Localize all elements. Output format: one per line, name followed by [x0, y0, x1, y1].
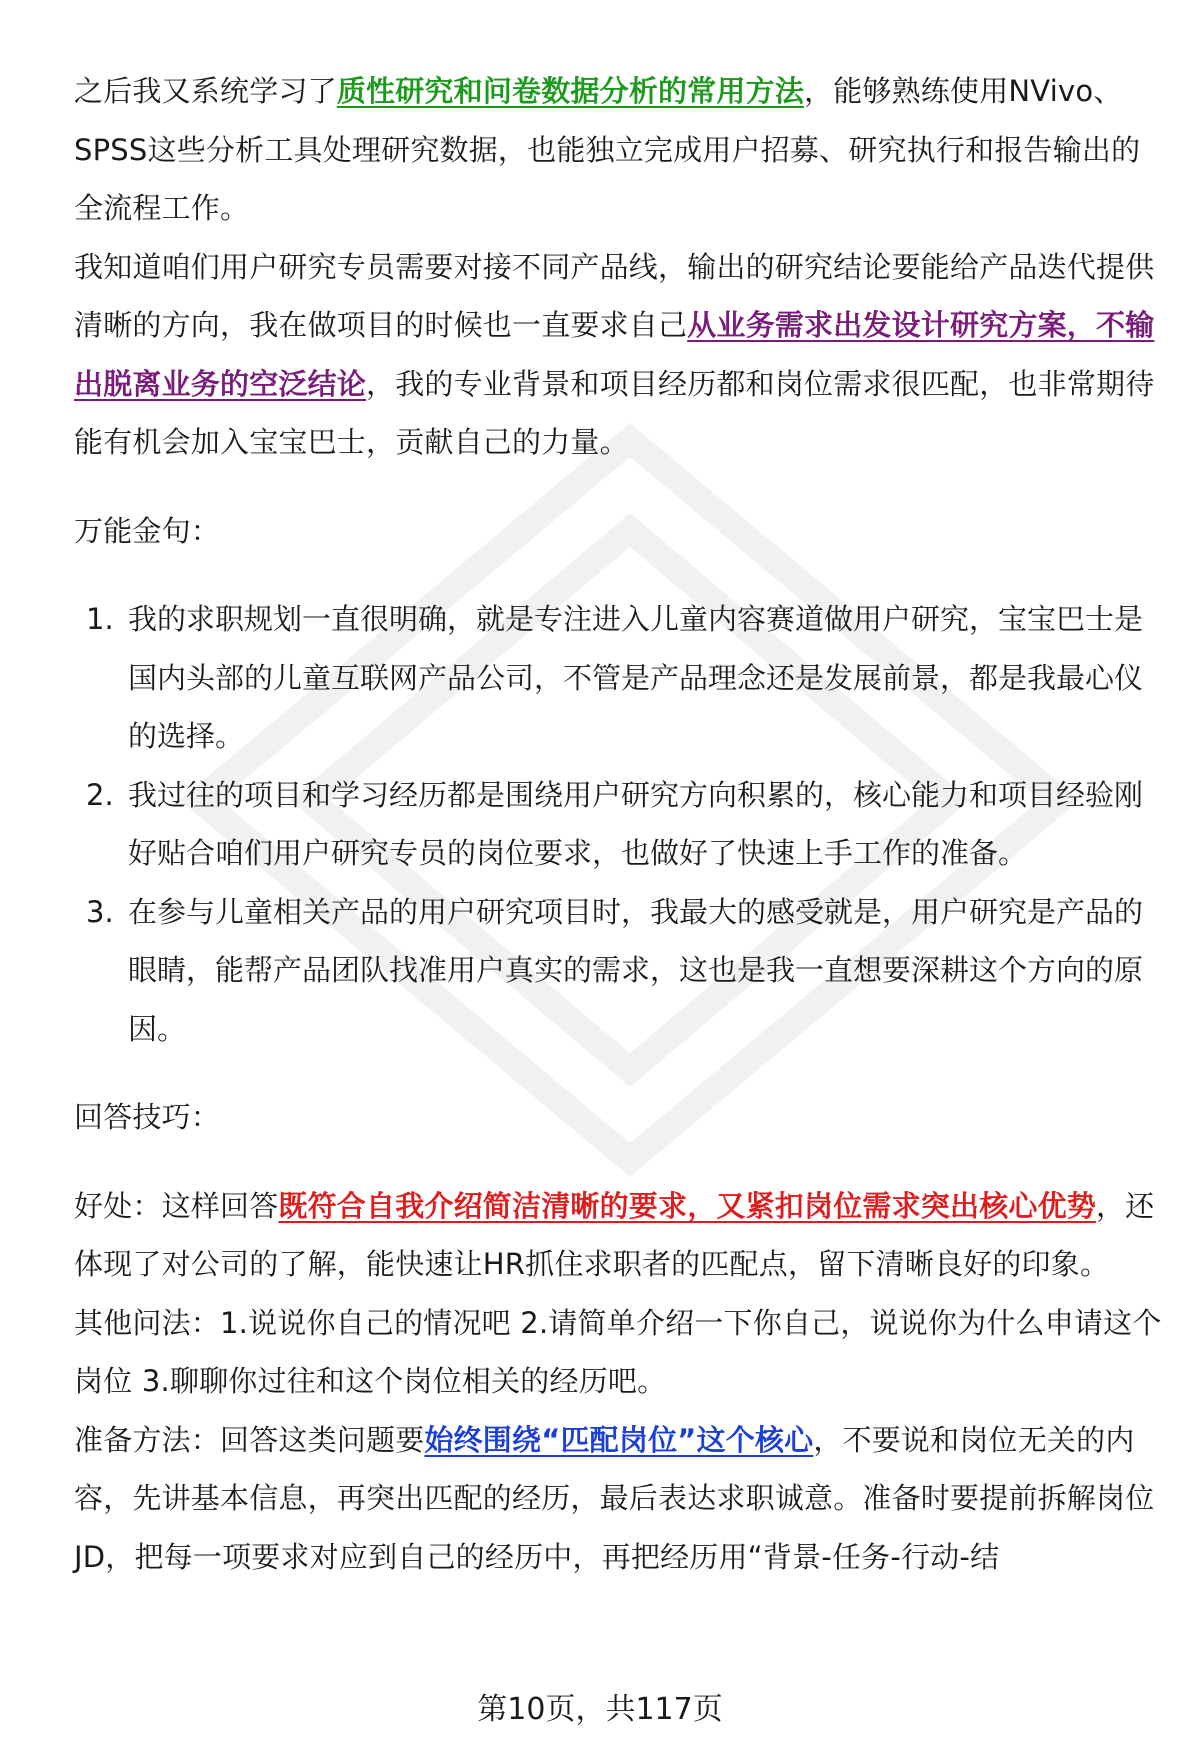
- spacer: [74, 472, 1164, 502]
- list-item: [74, 766, 1164, 883]
- paragraph-benefit: [74, 1177, 1164, 1294]
- text: ，能够熟练使用NVivo、SPSS这些分析工具处理研究数据，也能独立完成用户招募、研究执行和报告输出的全流程工作。: [74, 74, 1141, 225]
- text: 准备方法：回答这类问题要: [74, 1422, 425, 1457]
- list-number: 2.: [86, 777, 114, 812]
- text: 之后我又系统学习了: [74, 74, 337, 108]
- highlight-red: 既符合自我介绍简洁清晰的要求，又紧扣岗位需求突出核心优势: [278, 1188, 1097, 1223]
- text: 我知道咱们用户研究专员需要对接不同产品线，输出的研究结论要能给产品迭代提供清晰的方向，我在做项目的时候也一直要求自己: [74, 249, 1155, 342]
- list-number: 1.: [86, 602, 114, 636]
- list-number: 3.: [86, 894, 114, 929]
- spacer: [74, 1058, 1164, 1088]
- list-item: [74, 883, 1164, 1059]
- highlight-green: 质性研究和问卷数据分析的常用方法: [336, 74, 805, 108]
- list-item: [74, 590, 1164, 766]
- text: ，还体现了对公司的了解，能快速让HR抓住求职者的匹配点，留下清晰良好的印象。: [74, 1188, 1155, 1281]
- golden-sentences-list: [74, 590, 1164, 1058]
- list-text: 在参与儿童相关产品的用户研究项目时，我最大的感受就是，用户研究是产品的眼睛，能帮产品团队找准用户真实的需求，这也是我一直想要深耕这个方向的原因。: [128, 894, 1144, 1046]
- paragraph-methods: [74, 62, 1164, 238]
- paragraph-fit: [74, 238, 1164, 472]
- spacer: [74, 560, 1164, 590]
- heading-answer-tips: 回答技巧：: [74, 1100, 221, 1134]
- highlight-purple: 从业务需求出发设计研究方案，不输出脱离业务的空泛结论: [74, 308, 1155, 401]
- page-number: 第10页，共117页: [477, 1692, 723, 1727]
- text: 好处：这样回答: [74, 1188, 279, 1223]
- list-text: 我的求职规划一直很明确，就是专注进入儿童内容赛道做用户研究，宝宝巴士是国内头部的儿童互联网产品公司，不管是产品理念还是发展前景，都是我最心仪的选择。: [128, 602, 1144, 753]
- paragraph-prepare: [74, 1411, 1164, 1587]
- document-body: [74, 62, 1164, 1586]
- text: ，不要说和岗位无关的内容，先讲基本信息，再突出匹配的经历，最后表达求职诚意。准备时要提前拆解岗位JD，把每一项要求对应到自己的经历中，再把经历用“背景-任务-行动-结: [74, 1422, 1155, 1574]
- list-text: 我过往的项目和学习经历都是围绕用户研究方向积累的，核心能力和项目经验刚好贴合咱们用户研究专员的岗位要求，也做好了快速上手工作的准备。: [128, 777, 1144, 870]
- spacer: [74, 1147, 1164, 1177]
- heading-golden-sentences: 万能金句：: [74, 513, 221, 548]
- text: ，我的专业背景和项目经历都和岗位需求很匹配，也非常期待能有机会加入宝宝巴士，贡献自己的力量。: [74, 366, 1155, 459]
- highlight-blue: 始终围绕“匹配岗位”这个核心: [424, 1422, 814, 1457]
- paragraph-other-questions: 其他问法：1.说说你自己的情况吧 2.请简单介绍一下你自己，说说你为什么申请这个岗位 3.聊聊你过往和这个岗位相关的经历吧。: [74, 1305, 1162, 1398]
